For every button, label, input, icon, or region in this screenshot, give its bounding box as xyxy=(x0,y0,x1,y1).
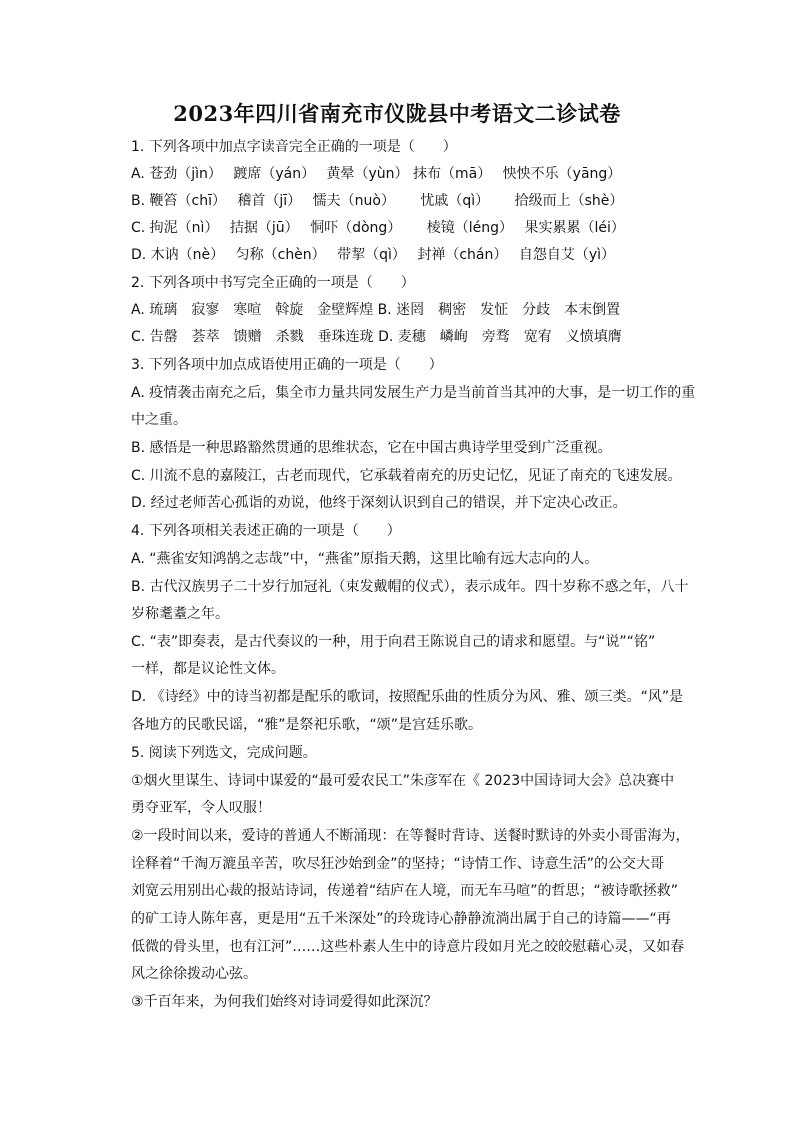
question-3-option-c: C. 川流不息的嘉陵江，古老而现代，它承载着南充的历史记忆，见证了南充的飞速发展。 xyxy=(131,468,682,484)
question-1-stem: 1. 下列各项中加点字读音完全正确的一项是（ ） xyxy=(131,139,457,155)
question-2-options-ab: A. 琉璃 寂寥 寒喧 斡旋 金壁辉煌 B. 迷罔 稠密 发怔 分歧 本末倒置 xyxy=(131,302,621,318)
question-4-option-a: A. “燕雀安知鸿鹄之志哉”中，“燕雀”原指天鹅，这里比喻有远大志向的人。 xyxy=(131,551,599,567)
passage-paragraph-1-cont: 勇夺亚军，令人叹服！ xyxy=(131,800,271,816)
passage-paragraph-2-line-2: 诠释着“千淘万漉虽辛苦，吹尽狂沙始到金”的坚持；“诗情工作、诗意生活”的公交大哥 xyxy=(131,856,665,872)
question-4-option-d-cont: 各地方的民歌民谣，“雅”是祭祀乐歌，“颂”是宫廷乐歌。 xyxy=(131,717,483,733)
question-1-option-c: C. 拘泥（nì） 拮据（jū） 恫吓（dòng） 棱镜（léng） 果实累累（léi） xyxy=(131,220,625,236)
page-title: 2023年四川省南充市仪陇县中考语文二诊试卷 xyxy=(173,101,621,126)
passage-paragraph-3: ③千百年来，为何我们始终对诗词爱得如此深沉？ xyxy=(131,994,438,1010)
question-1-option-b: B. 鞭笞（chī） 稽首（jī） 懦夫（nuò） 忧戚（qì） 拾级而上（shè） xyxy=(131,193,624,209)
question-3-option-d: D. 经过老师苦心孤诣的劝说，他终于深刻认识到自己的错误，并下定决心改正。 xyxy=(131,495,627,511)
passage-paragraph-2: ②一段时间以来，爱诗的普通人不断涌现：在等餐时背诗、送餐时默诗的外卖小哥雷海为， xyxy=(131,828,690,844)
question-4-option-c-cont: 一样，都是议论性文体。 xyxy=(131,661,285,677)
question-4-stem: 4. 下列各项相关表述正确的一项是（ ） xyxy=(131,523,401,539)
question-1-option-d: D. 木讷（nè） 匀称（chèn） 带挈（qì） 封禅（chán） 自怨自艾（yì） xyxy=(131,247,615,263)
question-3-option-b: B. 感悟是一种思路豁然贯通的思维状态，它在中国古典诗学里受到广泛重视。 xyxy=(131,440,612,456)
question-4-option-b: B. 古代汉族男子二十岁行加冠礼（束发戴帽的仪式），表示成年。四十岁称不惑之年，八十 xyxy=(131,579,689,595)
question-3-option-a: A. 疫情袭击南充之后，集全市力量共同发展生产力是当前首当其冲的大事，是一切工作的重 xyxy=(131,385,696,401)
passage-paragraph-2-line-4: 的矿工诗人陈年喜，更是用“五千米深处”的玲珑诗心静静流淌出属于自己的诗篇——“再 xyxy=(131,911,671,927)
question-4-option-d: D. 《诗经》中的诗当初都是配乐的歌词，按照配乐曲的性质分为风、雅、颂三类。“风”是 xyxy=(131,689,684,705)
passage-paragraph-2-line-3: 刘宽云用别出心裁的报站诗词，传递着“结庐在人境，而无车马喧”的哲思；“被诗歌拯救” xyxy=(131,883,679,899)
question-3-stem: 3. 下列各项中加点成语使用正确的一项是（ ） xyxy=(131,357,443,373)
question-4-option-b-cont: 岁称耄耋之年。 xyxy=(131,606,229,622)
question-3-option-a-cont: 中之重。 xyxy=(131,412,187,428)
passage-paragraph-1: ①烟火里谋生、诗词中谋爱的“最可爱农民工”朱彦军在《 2023中国诗词大会》总决赛中 xyxy=(131,773,675,789)
passage-paragraph-2-line-5: 低微的骨头里，也有江河”……这些朴素人生中的诗意片段如月光之皎皎慰藉心灵，又如春 xyxy=(131,939,685,955)
question-5-stem: 5. 阅读下列选文，完成问题。 xyxy=(131,745,317,761)
question-2-options-cd: C. 告罄 荟萃 馈赠 杀戮 垂珠连珑 D. 麦穗 嶙峋 旁骛 宽宥 义愤填膺 xyxy=(131,329,622,345)
passage-paragraph-2-line-6: 风之徐徐拨动心弦。 xyxy=(131,966,257,982)
question-2-stem: 2. 下列各项中书写完全正确的一项是（ ） xyxy=(131,275,415,291)
question-1-option-a: A. 苍劲（jìn） 踱席（yán） 黄晕（yùn） 抹布（mā） 怏怏不乐（yāng） xyxy=(131,166,622,182)
question-4-option-c: C. “表”即奏表，是古代奏议的一种，用于向君王陈说自己的请求和愿望。与“说”“铭” xyxy=(131,634,656,650)
